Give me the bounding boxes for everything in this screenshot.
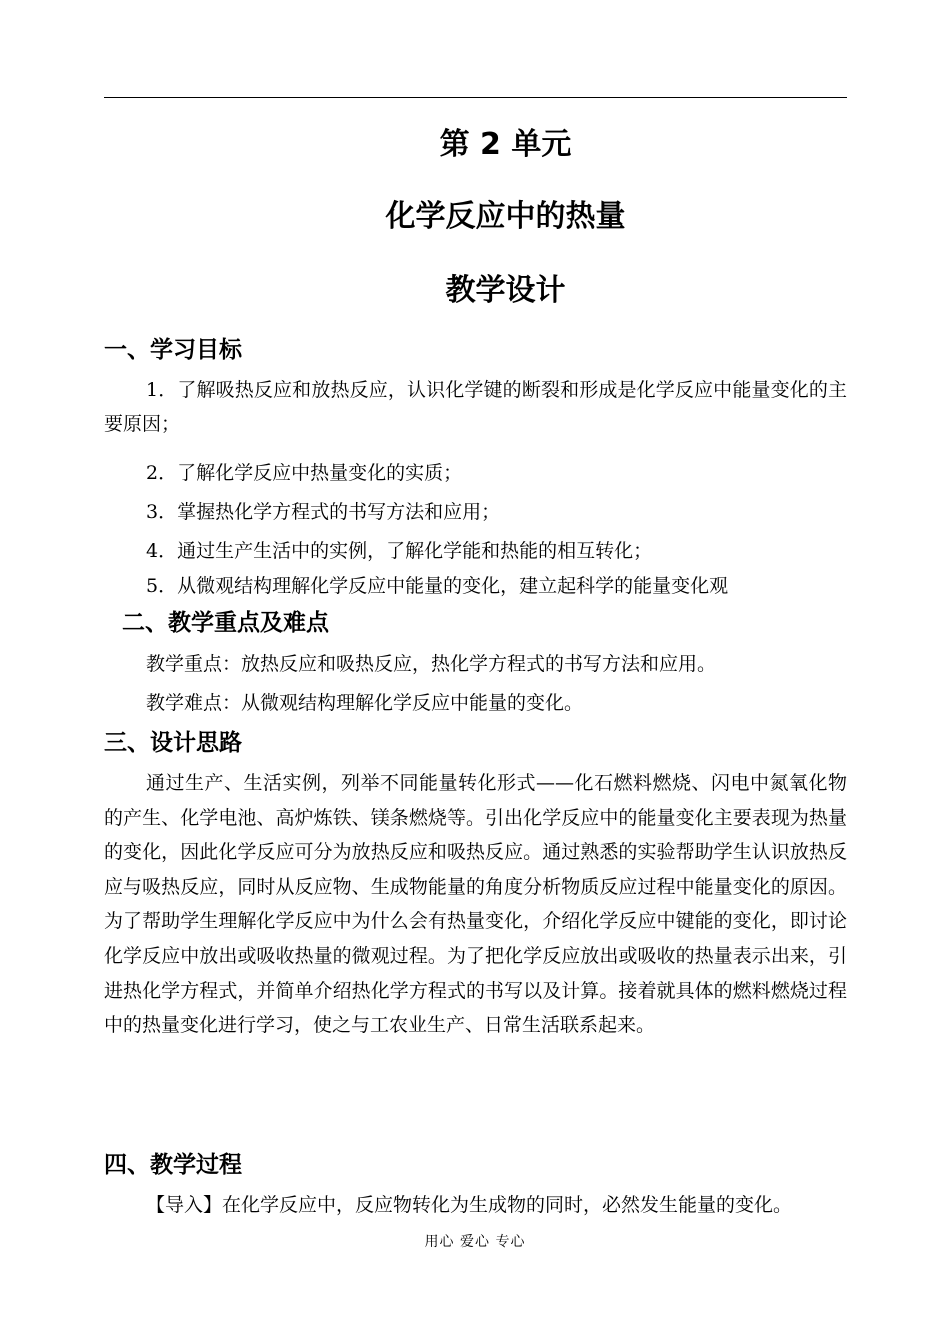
goal-item-4: 4．通过生产生活中的实例，了解化学能和热能的相互转化； — [146, 540, 653, 562]
goal-item-1: 1．了解吸热反应和放热反应，认识化学键的断裂和形成是化学反应中能量变化的主要原因； — [104, 379, 847, 435]
difficulty-text: 教学难点：从微观结构理解化学反应中能量的变化。 — [146, 692, 584, 714]
key-point-text: 教学重点：放热反应和吸热反应，热化学方程式的书写方法和应用。 — [146, 653, 717, 675]
title-topic: 化学反应中的热量 — [385, 199, 626, 234]
goal-item-5: 5．从微观结构理解化学反应中能量的变化，建立起科学的能量变化观 — [146, 575, 729, 597]
section-heading-goals: 一、学习目标 — [104, 337, 242, 363]
page-footer: 用心 爱心 专心 — [424, 1234, 526, 1250]
design-paragraph: 通过生产、生活实例，列举不同能量转化形式——化石燃料燃烧、闪电中氮氧化物的产生、化学电池、高炉炼铁、镁条燃烧等。引出化学反应中的能量变化主要表现为热量的变化，因此化学反应可分为放热反应和吸热反应。通过熟悉的实验帮助学生认识放热反应与吸热反应，同时从反应物、生成物能量的角度分析物质反应过程中能量变化的原因。为了帮助学生理解化学反应中为什么会有热量变化，介绍化学反应中键能的变化，即讨论化学反应中放出或吸收热量的微观过程。为了把化学反应放出或吸收的热量表示出来，引进热化学方程式，并简单介绍热化学方程式的书写以及计算。接着就具体的燃料燃烧过程中的热量变化进行学习，使之与工农业生产、日常生活联系起来。 — [104, 772, 847, 1037]
goal-item-2: 2．了解化学反应中热量变化的实质； — [146, 462, 463, 484]
section-heading-design: 三、设计思路 — [104, 730, 242, 756]
title-unit: 第 2 单元 — [439, 127, 572, 162]
section-heading-process: 四、教学过程 — [104, 1152, 242, 1178]
header-rule — [104, 97, 847, 98]
intro-paragraph: 【导入】在化学反应中，反应物转化为生成物的同时，必然发生能量的变化。 — [146, 1194, 793, 1216]
goal-item-3: 3．掌握热化学方程式的书写方法和应用； — [146, 501, 501, 523]
section-heading-key-points: 二、教学重点及难点 — [122, 610, 329, 636]
title-design: 教学设计 — [445, 273, 566, 308]
